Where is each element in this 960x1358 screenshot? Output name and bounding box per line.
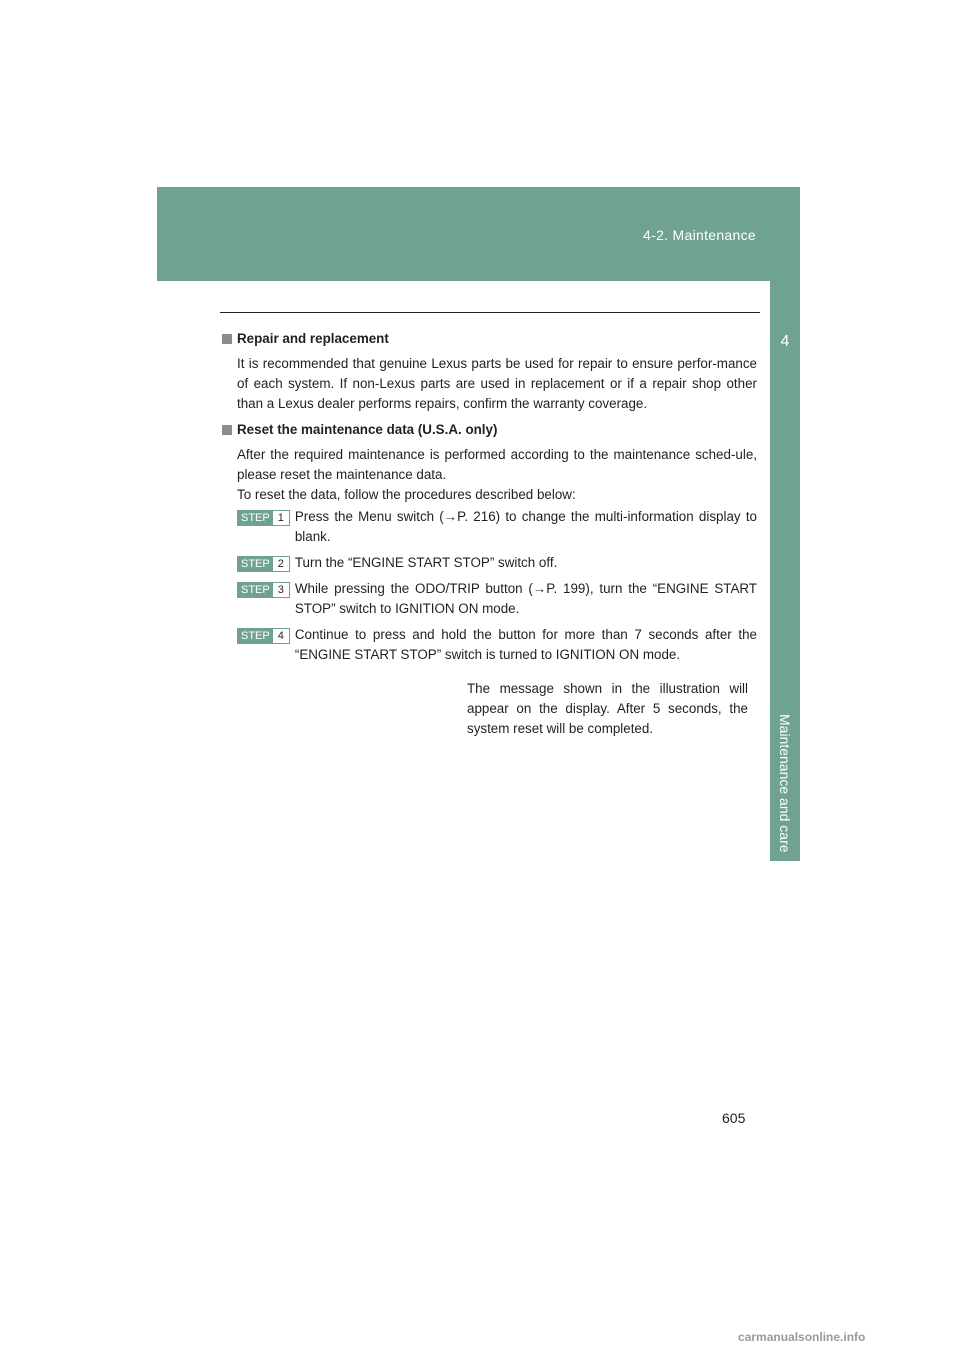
step-text: Continue to press and hold the button for more than 7 seconds after the “ENGINE START STOP” switch is turned to IGNITION ON mode. <box>294 627 757 662</box>
step-badge-label: STEP <box>238 557 273 571</box>
step-text: While pressing the ODO/TRIP button (→P. 199), turn the “ENGINE START STOP” switch to IGNITION ON mode. <box>294 581 757 616</box>
step-badge-number: 3 <box>273 583 289 597</box>
square-bullet-icon <box>222 425 232 435</box>
step-item <box>237 507 757 547</box>
divider-rule <box>220 312 760 313</box>
step-item <box>237 553 757 573</box>
step-badge-number: 1 <box>273 511 289 525</box>
step-badge <box>237 556 290 572</box>
chapter-number: 4 <box>780 333 790 350</box>
chapter-side-tab <box>770 281 800 861</box>
step-badge-label: STEP <box>238 583 273 597</box>
watermark: carmanualsonline.info <box>738 1330 866 1344</box>
step-badge-label: STEP <box>238 511 273 525</box>
main-content <box>222 329 757 671</box>
paragraph: It is recommended that genuine Lexus parts be used for repair to ensure perfor-mance of each system. If non-Lexus parts are used in replacement or if a repair shop other than a Lexus dealer performs repairs, confirm the warranty coverage. <box>237 356 757 411</box>
step-badge <box>237 628 290 644</box>
step-badge <box>237 582 290 598</box>
illustration-note: The message shown in the illustration will appear on the display. After 5 seconds, the system reset will be completed. <box>467 681 748 736</box>
heading-text: Reset the maintenance data (U.S.A. only) <box>237 422 498 437</box>
paragraph: After the required maintenance is performed according to the maintenance sched-ule, please reset the maintenance data. <box>237 447 757 482</box>
step-badge-number: 2 <box>273 557 289 571</box>
section-title: 4-2. Maintenance <box>643 227 756 243</box>
section-header-band <box>157 187 800 281</box>
section-heading <box>222 420 757 440</box>
step-item <box>237 625 757 665</box>
paragraph: To reset the data, follow the procedures described below: <box>237 487 576 502</box>
page-number: 605 <box>722 1110 746 1126</box>
step-badge-number: 4 <box>273 629 289 643</box>
square-bullet-icon <box>222 334 232 344</box>
step-badge-label: STEP <box>238 629 273 643</box>
step-text: Press the Menu switch (→P. 216) to change the multi-information display to blank. <box>294 509 757 544</box>
step-list <box>222 507 757 665</box>
chapter-name: Maintenance and care <box>777 714 793 853</box>
step-badge <box>237 510 290 526</box>
step-text: Turn the “ENGINE START STOP” switch off. <box>294 555 558 570</box>
step-item <box>237 579 757 619</box>
section-heading <box>222 329 757 349</box>
heading-text: Repair and replacement <box>237 331 389 346</box>
